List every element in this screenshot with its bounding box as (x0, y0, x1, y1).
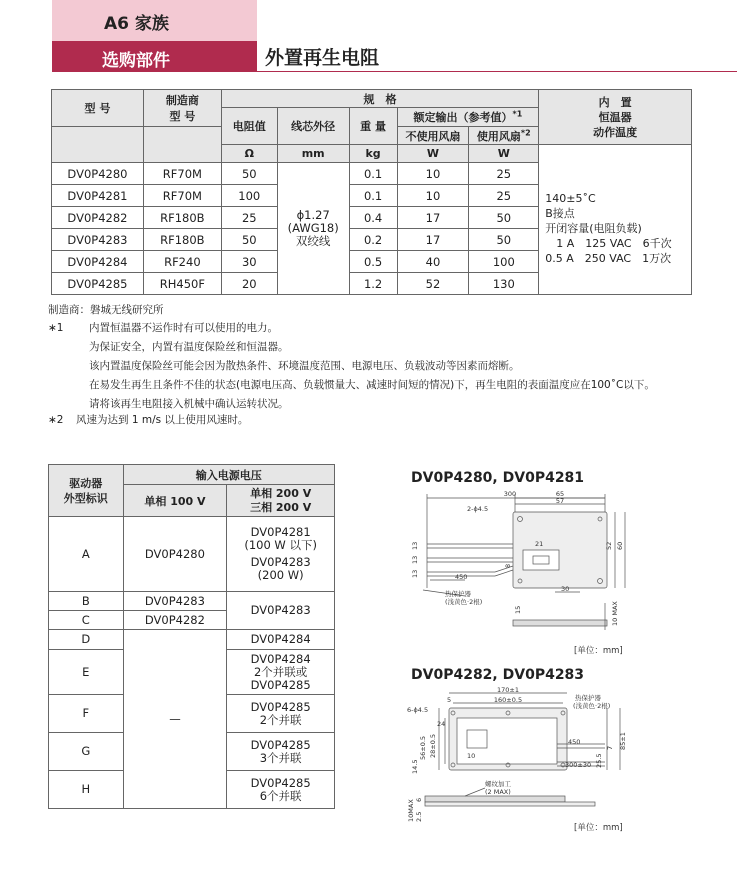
diagram2-drawing (405, 684, 635, 826)
cell-ohm: 50 (221, 163, 277, 185)
dim-25-5: 25.5 (595, 753, 603, 768)
cell-marking: A (49, 517, 124, 592)
cell-thermostat: 140±5˚C B接点 开闭容量(电阻负载) 1 A 125 VAC 6千次 0.5 A 250 VAC 1万次 (539, 163, 692, 295)
section-label: 选购部件 (102, 51, 170, 71)
dim-450: 450 (455, 573, 468, 581)
footnote-1: 内置恒温器不运作时有可以使用的电力。 为保证安全，内置有温度保险丝和恒温器。 该内置温度保险丝可能会因为散热条件、环境温度范围、电源电压、负载波动等因素而熔断。 在易发生再生且条件不佳的状态(电源电压高、负载惯量大、减速时间短的情况)下，再生电阻的表面温度应在100˚C以下。 请将该再生电阻接入机械中确认运转状况。 (89, 322, 655, 410)
dim-7: 7 (606, 745, 614, 750)
cell-marking: E (49, 650, 124, 695)
header-single100: 单相 100 V (123, 485, 227, 517)
diagram1-drawing (405, 488, 635, 658)
cell-kg: 0.2 (349, 229, 397, 251)
unit-nofan: W (397, 145, 469, 163)
cell-100v: DV0P4280 (123, 517, 227, 592)
cell-marking: F (49, 695, 124, 733)
cell-kg: 0.5 (349, 251, 397, 273)
cell-fan: 50 (469, 229, 539, 251)
cell-200v: DV0P4281 (100 W 以下) DV0P4283 (200 W) (227, 517, 335, 592)
cell-marking: D (49, 630, 124, 650)
prot-l1: 热保护器 (445, 590, 471, 598)
cell-nofan: 10 (397, 185, 469, 207)
header-200: 单相 200 V 三相 200 V (227, 485, 335, 517)
dim-60: 60 (616, 541, 624, 550)
dim-28: 28±0.5 (429, 733, 437, 758)
dim-300: 300 (503, 490, 517, 498)
table-row (49, 630, 335, 650)
cell-maker: RF70M (143, 185, 221, 207)
unit-weight: kg (349, 145, 397, 163)
dim-24: 24 (437, 720, 446, 728)
diagram1-title: DV0P4280, DV0P4281 (411, 470, 585, 486)
cell-200v: DV0P4283 (227, 592, 335, 630)
dim-450: 450 (568, 738, 581, 746)
cell-200v: DV0P4285 2个并联 (227, 695, 335, 733)
cell-100v-dash: — (123, 630, 227, 809)
maker-note: 制造商：磐城无线研究所 (48, 304, 164, 316)
header-marking: 驱动器 外型标识 (49, 465, 124, 517)
cell-nofan: 52 (397, 273, 469, 295)
header-weight: 重 量 (349, 108, 397, 145)
header-maker: 制造商 型 号 (143, 90, 221, 127)
cell-ohm: 25 (221, 207, 277, 229)
table-row (52, 163, 692, 185)
dim-300: 300±30 (565, 761, 592, 769)
header-model: 型 号 (52, 90, 144, 127)
cell-kg: 0.1 (349, 185, 397, 207)
header-model-cont2 (52, 145, 144, 163)
unit-wire: mm (277, 145, 349, 163)
dim-10max: 10 MAX (611, 601, 619, 626)
cell-fan: 25 (469, 185, 539, 207)
prot-l2: (浅黄色·2根) (445, 598, 483, 606)
header-input: 输入电源电压 (123, 465, 334, 485)
cell-wire: ϕ1.27 (AWG18) 双绞线 (277, 163, 349, 295)
driver-table (48, 464, 335, 809)
cell-100v: DV0P4283 (123, 592, 227, 611)
diagram2-title: DV0P4282, DV0P4283 (411, 667, 585, 683)
dim-8: 8 (504, 563, 512, 568)
table-row (49, 517, 335, 592)
dim-10: 10 (467, 752, 476, 760)
header-spec: 规 格 (221, 90, 538, 108)
screw-l2: (2 MAX) (485, 788, 511, 796)
prot-l2: (浅黄色·2根) (573, 702, 611, 710)
dim-10max: 10MAX (407, 799, 415, 822)
dim-hole: 6-ϕ4.5 (407, 706, 429, 714)
cell-kg: 1.2 (349, 273, 397, 295)
header-maker-cont2 (143, 145, 221, 163)
dim-15: 15 (514, 605, 522, 614)
header-maker-cont (143, 127, 221, 145)
dim-6: 6 (415, 797, 423, 802)
family-label: A6 家族 (104, 14, 169, 34)
diagram2-unit: [单位：mm] (574, 823, 623, 833)
dim-160: 160±0.5 (493, 696, 523, 704)
cell-nofan: 40 (397, 251, 469, 273)
cell-marking: B (49, 592, 124, 611)
cell-200v: DV0P4284 (227, 630, 335, 650)
unit-resistance: Ω (221, 145, 277, 163)
cell-200v: DV0P4285 3个并联 (227, 733, 335, 771)
cell-marking: G (49, 733, 124, 771)
cell-ohm: 50 (221, 229, 277, 251)
cell-fan: 50 (469, 207, 539, 229)
cell-maker: RF180B (143, 229, 221, 251)
dim-30: 30 (561, 585, 570, 593)
family-banner (52, 0, 257, 41)
cell-nofan: 10 (397, 163, 469, 185)
cell-kg: 0.4 (349, 207, 397, 229)
cell-model: DV0P4283 (52, 229, 144, 251)
table-row (49, 592, 335, 611)
cell-kg: 0.1 (349, 163, 397, 185)
header-thermostat: 内 置 恒温器 动作温度 (539, 90, 692, 145)
header-model-cont (52, 127, 144, 145)
dim-hole: 2-ϕ4.5 (467, 505, 489, 513)
dim-57: 57 (555, 497, 565, 505)
prot-l1: 热保护器 (575, 694, 601, 702)
dim-13a: 13 (411, 541, 419, 550)
dim-13b: 13 (411, 555, 419, 564)
cell-fan: 130 (469, 273, 539, 295)
cell-model: DV0P4280 (52, 163, 144, 185)
dim-85: 85±1 (619, 732, 627, 750)
cell-100v: DV0P4282 (123, 611, 227, 630)
unit-fan: W (469, 145, 539, 163)
cell-marking: C (49, 611, 124, 630)
cell-fan: 25 (469, 163, 539, 185)
dim-5: 5 (447, 696, 452, 704)
dim-2-5: 2.5 (415, 811, 423, 822)
cell-fan: 100 (469, 251, 539, 273)
cell-model: DV0P4282 (52, 207, 144, 229)
thermo-gap (539, 145, 692, 163)
header-nofan: 不使用风扇 (397, 127, 469, 145)
footnote-1-mark: ∗1 (48, 322, 64, 334)
cell-ohm: 100 (221, 185, 277, 207)
cell-marking: H (49, 771, 124, 809)
cell-maker: RF240 (143, 251, 221, 273)
cell-200v: DV0P4285 6个并联 (227, 771, 335, 809)
dim-52: 52 (605, 541, 613, 550)
cell-maker: RF70M (143, 163, 221, 185)
spec-table (51, 89, 692, 295)
dim-13c: 13 (411, 569, 419, 578)
screw-l1: 螺纹加工 (485, 780, 511, 788)
footnote-2: 风速为达到 1 m/s 以上使用风速时。 (76, 414, 249, 426)
cell-ohm: 20 (221, 273, 277, 295)
dim-170: 170±1 (497, 686, 519, 694)
header-rated: 额定输出（参考值）$^{*1}$ (397, 108, 539, 127)
dim-14-5: 14.5 (411, 759, 419, 774)
cell-nofan: 17 (397, 229, 469, 251)
cell-ohm: 30 (221, 251, 277, 273)
cell-nofan: 17 (397, 207, 469, 229)
section-banner (52, 41, 257, 72)
cell-model: DV0P4284 (52, 251, 144, 273)
cell-200v: DV0P4284 2个并联或 DV0P4285 (227, 650, 335, 695)
header-wire: 线芯外径 (277, 108, 349, 145)
cell-maker: RH450F (143, 273, 221, 295)
dim-21: 21 (535, 540, 544, 548)
page-title: 外置再生电阻 (265, 47, 380, 69)
header-resistance: 电阻值 (221, 108, 277, 145)
cell-maker: RF180B (143, 207, 221, 229)
footnote-2-mark: ∗2 (48, 414, 64, 426)
header-divider (52, 71, 737, 72)
diagram1-unit: [单位：mm] (574, 646, 623, 656)
dim-65: 65 (555, 490, 565, 498)
cell-model: DV0P4285 (52, 273, 144, 295)
dim-56: 56±0.5 (419, 735, 427, 760)
header-fan: 使用风扇$^{*2}$ (469, 127, 539, 145)
cell-model: DV0P4281 (52, 185, 144, 207)
